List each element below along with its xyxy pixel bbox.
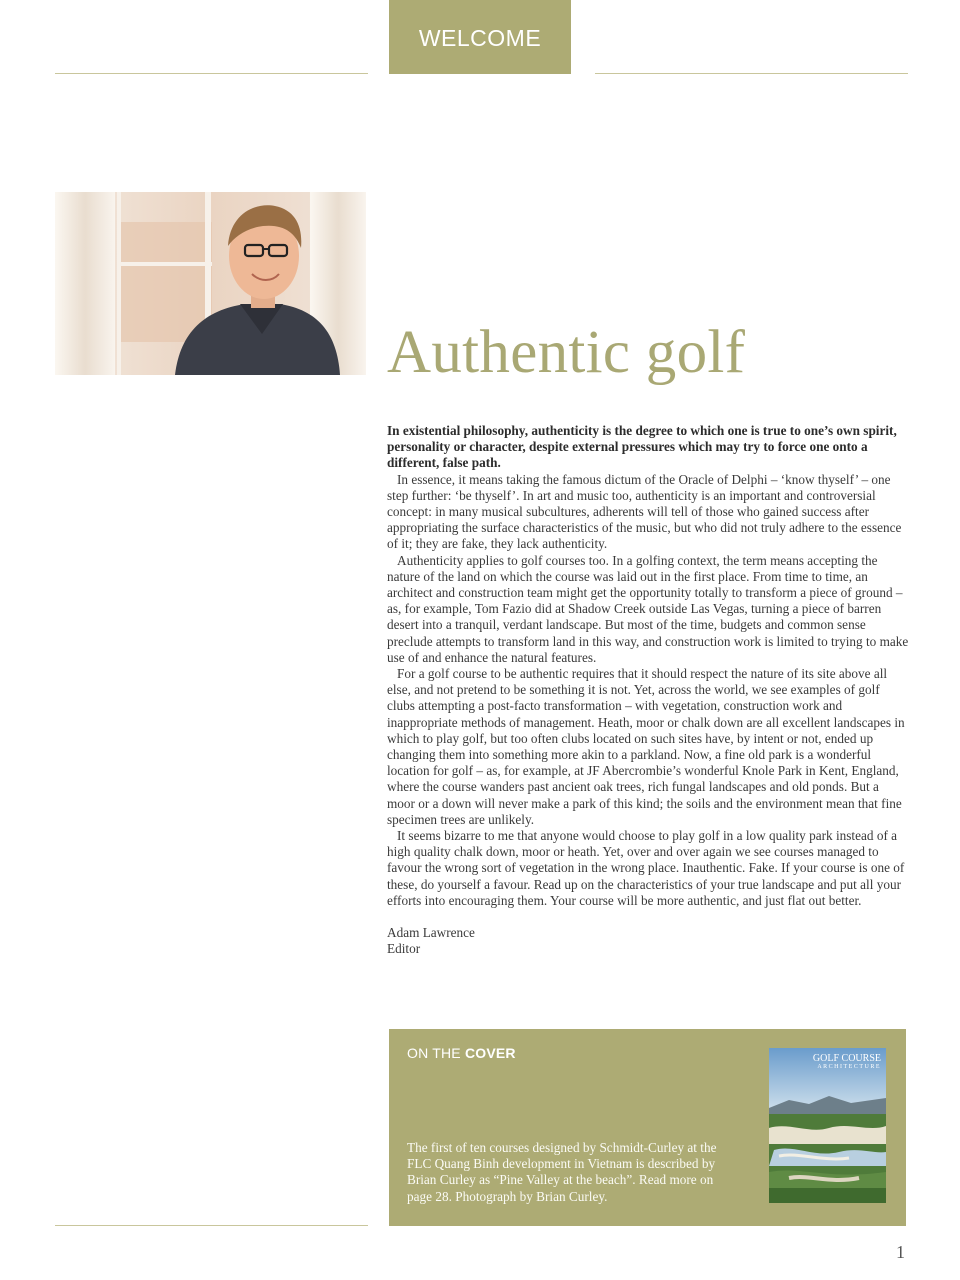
magazine-subtitle: ARCHITECTURE: [817, 1064, 881, 1070]
section-tab-label: WELCOME: [418, 24, 542, 51]
magazine-cover-thumbnail: [769, 1048, 886, 1203]
article-body: [387, 423, 909, 958]
cover-heading-prefix: ON THE: [407, 1045, 461, 1061]
signature: [387, 925, 909, 957]
header-rule-right: [595, 73, 908, 74]
article-paragraph: Authenticity applies to golf courses too. In a golfing context, the term means accepting the nature of the land on which the course was laid out in the first place. From time to time, an architect and construction team might get the opportunity totally to transform a piece of ground – as, for example, Tom Fazio did at Shadow Creek outside Las Vegas, turning a piece of barren desert into a tranquil, verdant landscape. But most of the time, budgets and common sense preclude attempts to transform land in this way, and construction work is limited to trying to make use of and enhance the natural features.: [387, 552, 909, 665]
article-lead: In existential philosophy, authenticity is the degree to which one is true to one’s own spirit, personality or character, despite external pressures which may try to force one onto a different, false path.: [387, 423, 897, 471]
footer-rule-left: [55, 1225, 368, 1226]
on-the-cover-panel: [389, 1029, 906, 1226]
editor-portrait-icon: [55, 192, 366, 375]
magazine-masthead: [769, 1054, 881, 1072]
article-paragraph: For a golf course to be authentic requires that it should respect the nature of its site above all else, and not pretend to be something it is not. Yet, across the world, we see examples of golf clubs attempting a post-facto transformation – with vegetation, construction work and inappropriate methods of management. Heath, moor or chalk down are all excellent landscapes in which to play golf, but too often clubs located on such sites have, by intent or not, ended up changing them into something more akin to a parkland. Now, a fine old park is a wonderful location for golf – as, for example, at JF Abercrombie’s wonderful Knole Park in Kent, England, where the course wanders past ancient oak trees, rich fungal landscapes and old ponds. But a moor or a down will never make a park of this kind; the soils and the environment mean that fine specimen trees are unlikely.: [387, 666, 905, 827]
author-name: Adam Lawrence: [387, 925, 475, 941]
cover-caption: The first of ten courses designed by Schmidt-Curley at the FLC Quang Binh development in Vietnam is described by Brian Curley as “Pine Valley at the beach”. Read more on page 28. Photograph by Brian Curley.: [407, 1140, 717, 1204]
cover-heading: [407, 1045, 516, 1061]
article-paragraph: In essence, it means taking the famous dictum of the Oracle of Delphi – ‘know thyself’ – one step further: ‘be thyself’. In art and music too, authenticity is an important and controversial concept: in many musical subcultures, adherents will tell of those who gained success after appropriating the surface characteristics of the music, but who did not truly adhere to the essence of it; they are fake, they lack authenticity.: [387, 471, 902, 552]
article-title: Authentic golf: [387, 319, 746, 386]
header-rule-left: [55, 73, 368, 74]
section-tab-welcome: [389, 0, 571, 74]
magazine-title: GOLF COURSE: [812, 1053, 881, 1064]
page-number: 1: [896, 1242, 905, 1262]
article-paragraph: It seems bizarre to me that anyone would choose to play golf in a low quality park instead of a high quality chalk down, moor or heath. Yet, over and over again we see courses managed to favour the wrong sort of vegetation in the wrong place. Inauthentic. Fake. If your course is one of these, do yourself a favour. Read up on the characteristics of your true landscape and put all your efforts into encouraging them. Your course will be more authentic, and just flat out better.: [387, 828, 905, 908]
editor-photo: [55, 192, 366, 375]
author-role: Editor: [387, 941, 421, 957]
cover-heading-bold: COVER: [464, 1045, 516, 1061]
